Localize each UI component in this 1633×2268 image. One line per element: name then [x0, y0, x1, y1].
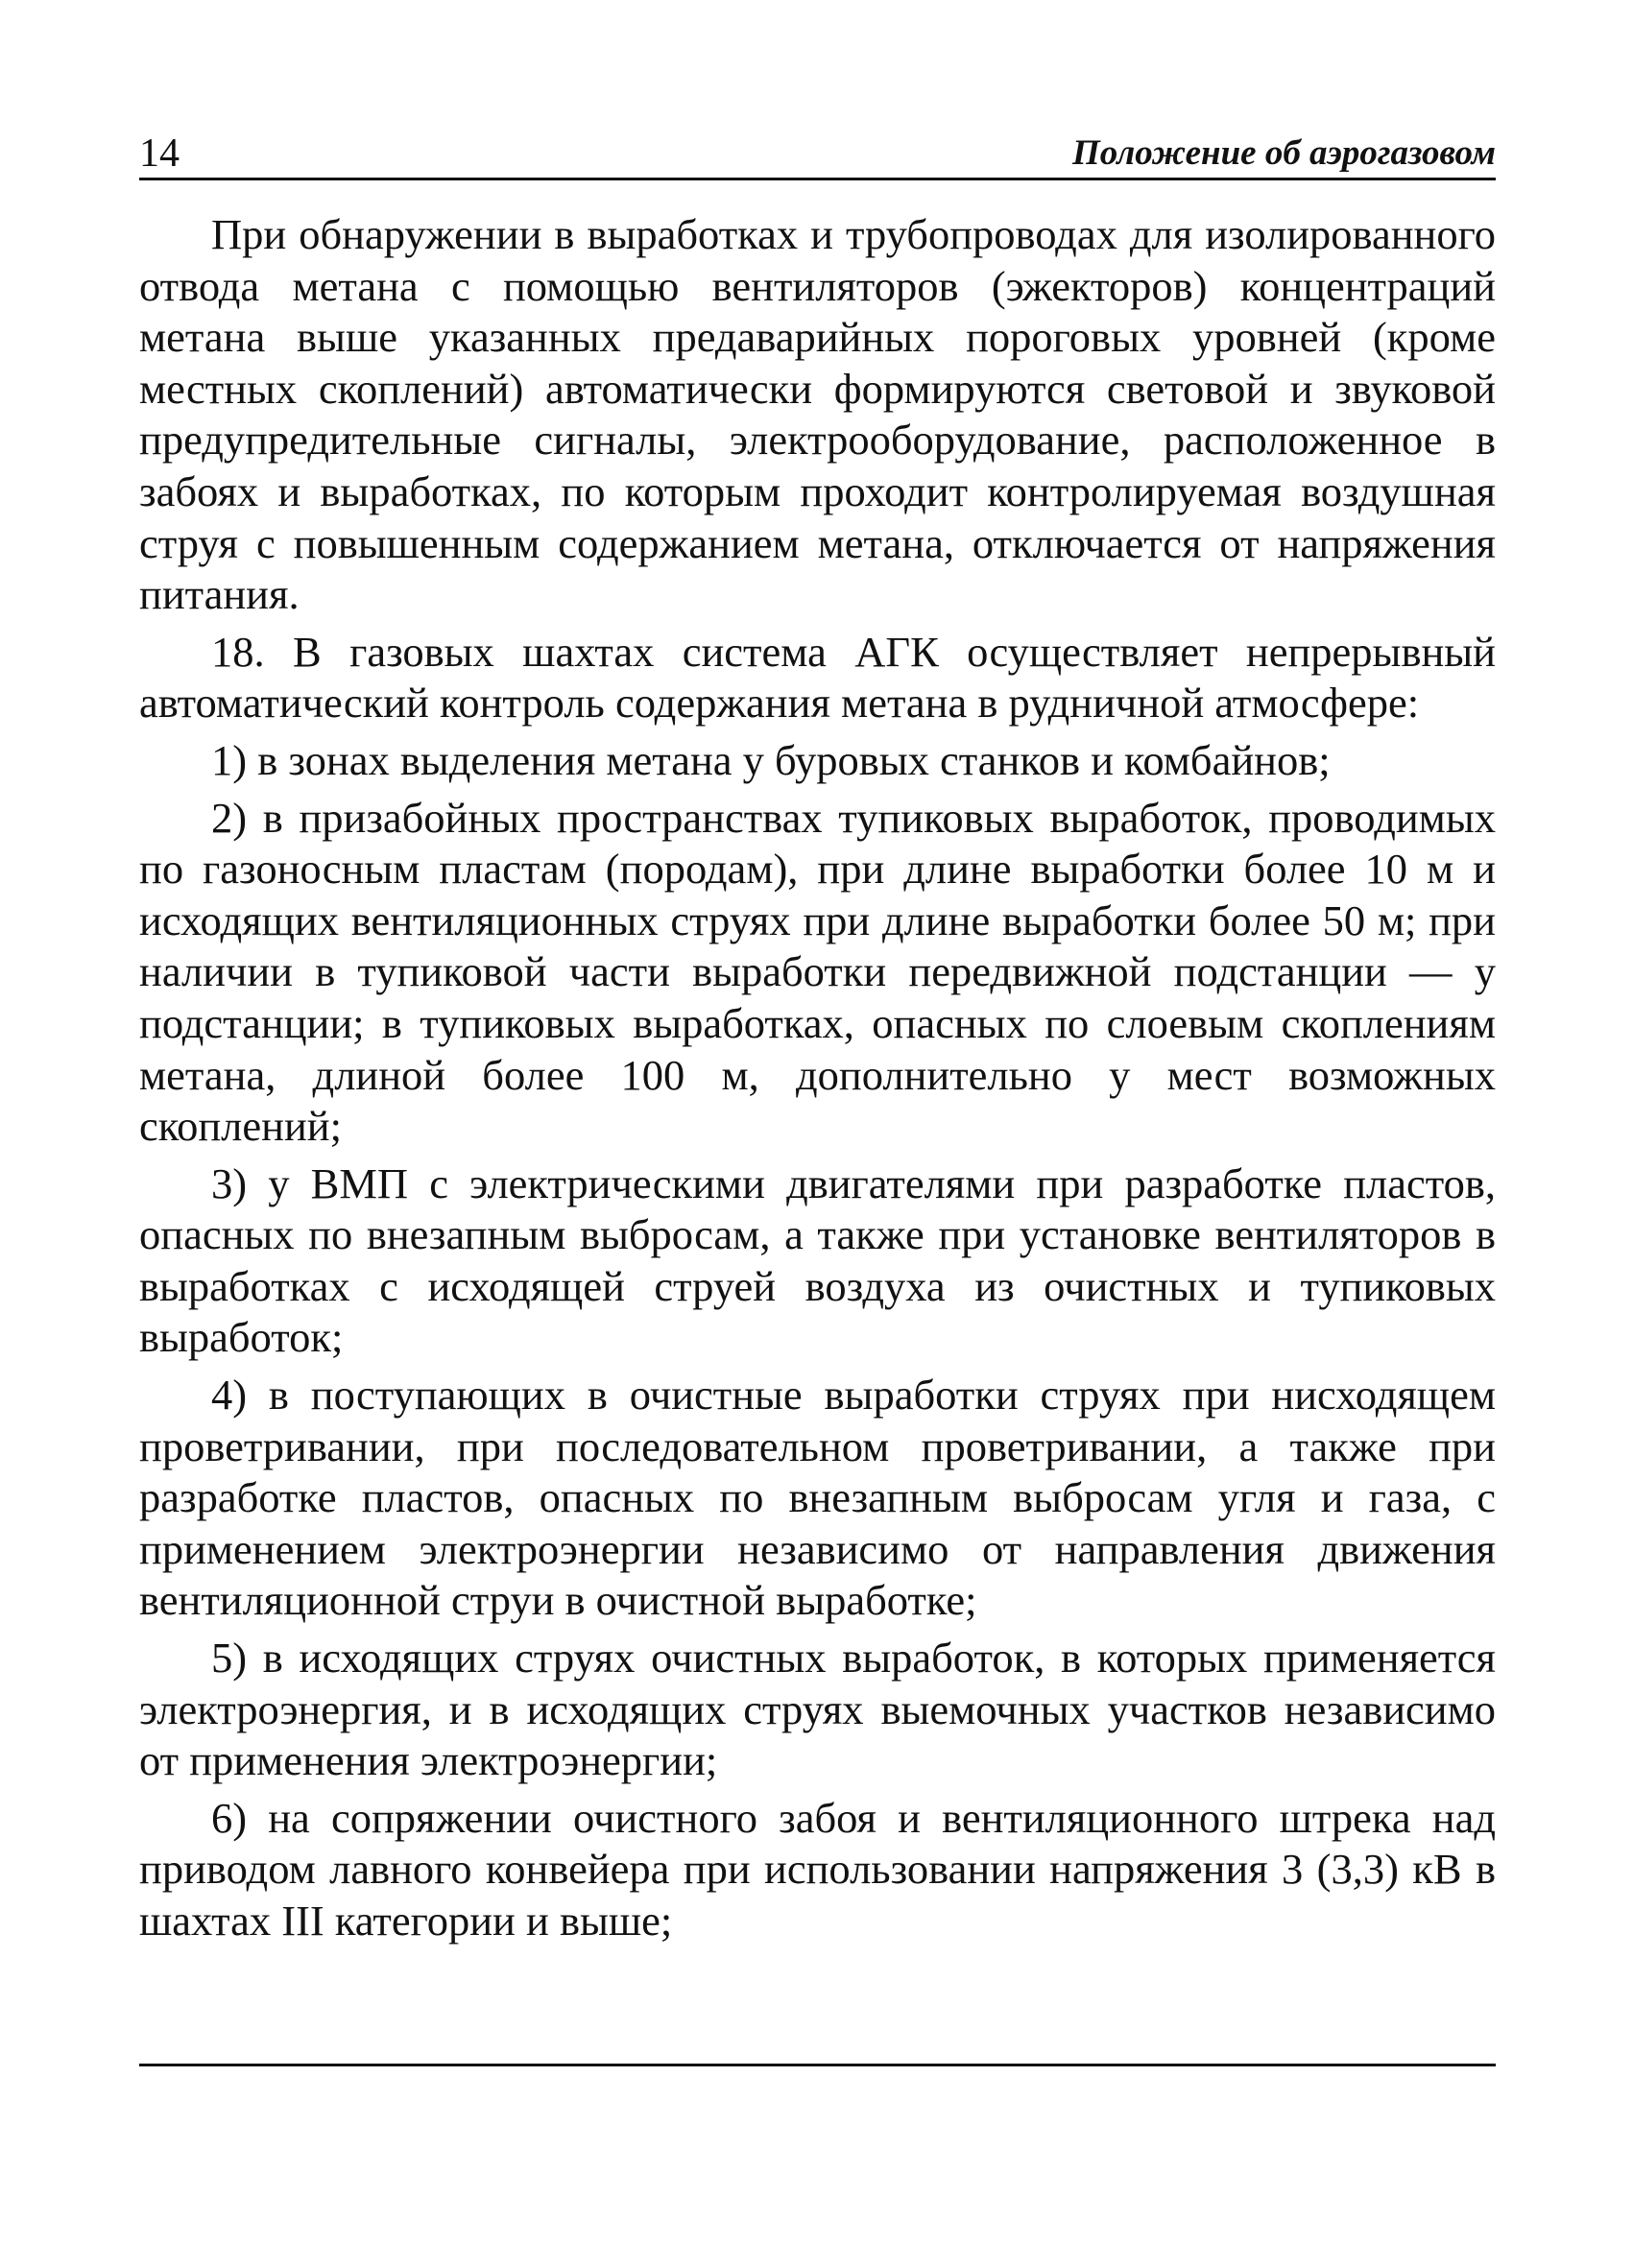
body-text: [139, 209, 1496, 1947]
list-item: 1) в зонах выделения метана у буровых станков и комбайнов;: [211, 735, 1331, 784]
list-item: 5) в исходящих струях очистных выработок, в которых применяется электроэнергия, и в исходящих струях выемочных участков независимо от применения электроэнергии;: [139, 1634, 1496, 1785]
bottom-rule: [139, 2064, 1496, 2066]
list-item: 6) на сопряжении очистного забоя и вентиляционного штрека над приводом лавного конвейера при использовании напряжения 3 (3,3) кВ в шахтах III категории и выше;: [139, 1793, 1496, 1945]
header-rule: [139, 178, 1496, 180]
running-title: Положение об аэрогазовом: [1071, 133, 1496, 173]
page-number: 14: [139, 131, 180, 176]
list-item: 2) в призабойных пространствах тупиковых выработок, проводимых по газоносным пластам (породам), при длине выработки более 10 м и исходящих вентиляционных струях при длине выработки более 50 м; при наличии в тупиковой части выработки передвижной подстанции — у подстанции; в тупиковых выработках, опасных по слоевым скоплениям метана, длиной более 100 м, дополнительно у мест возможных скоплений;: [139, 793, 1496, 1151]
list-item: 3) у ВМП с электрическими двигателями при разработке пластов, опасных по внезапным выбросам, а также при установке вентиляторов в выработках с исходящей струей воздуха из очистных и тупиковых выработок;: [139, 1158, 1496, 1362]
paragraph: 18. В газовых шахтах система АГК осуществляет непрерывный автоматический контроль содержания метана в рудничной атмосфере:: [139, 627, 1496, 728]
paragraph: При обнаружении в выработках и трубопроводах для изолированного отвода метана с помощью вентиляторов (эжекторов) концентраций метана выше указанных предаварийных пороговых уровней (кроме местных скоплений) автоматически формируются световой и звуковой предупредительные сигналы, электрооборудование, расположенное в забоях и выработках, по которым проходит контролируемая воздушная струя с повышенным содержанием метана, отключается от напряжения питания.: [139, 210, 1496, 619]
list-item: 4) в поступающих в очистные выработки струях при нисходящем проветривании, при последовательном проветривании, а также при разработке пластов, опасных по внезапным выбросам угля и газа, с применением электроэнергии независимо от направления движения вентиляционной струи в очистной выработке;: [139, 1371, 1496, 1625]
